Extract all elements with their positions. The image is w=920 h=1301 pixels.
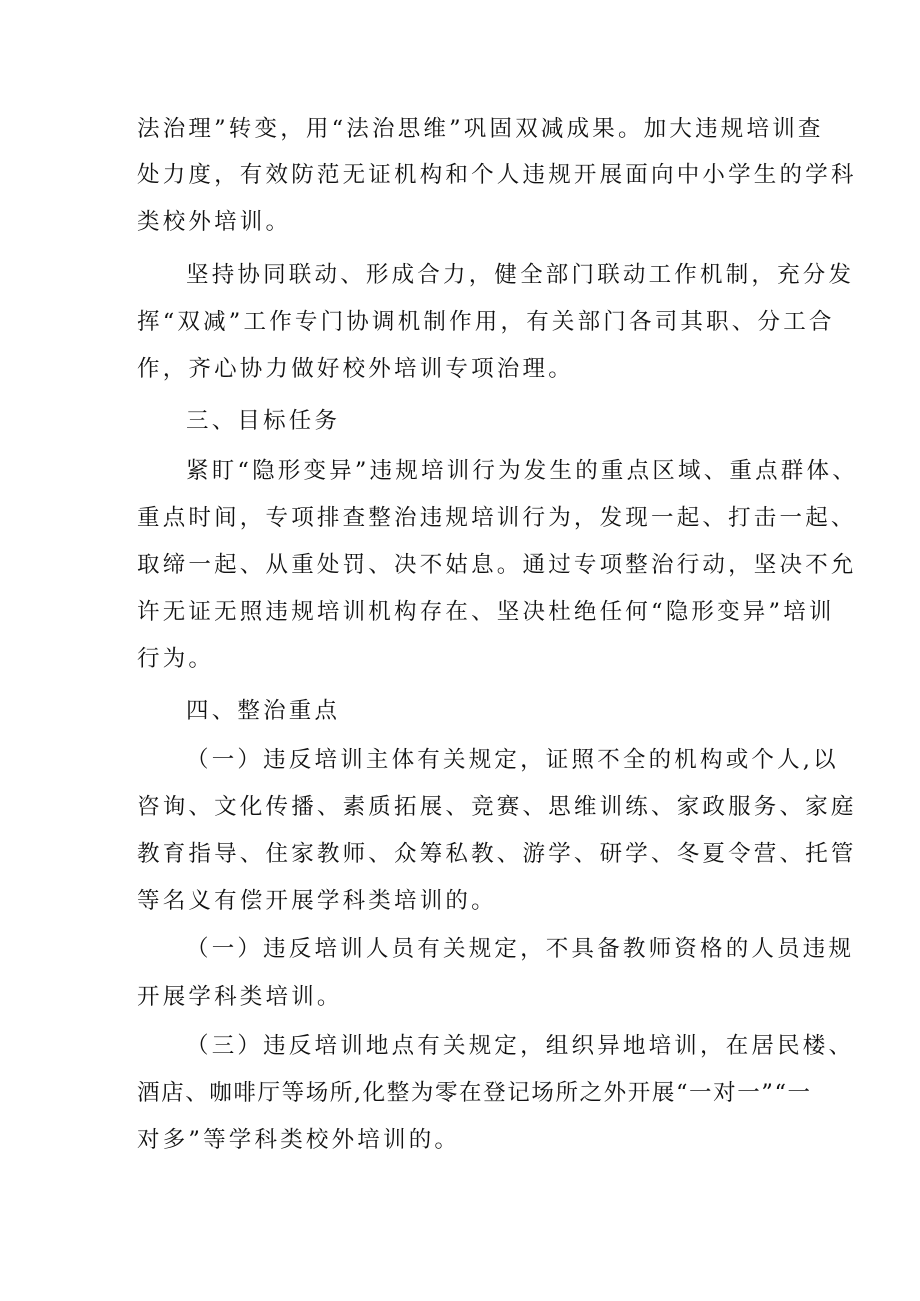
paragraph-line: 取缔一起、从重处罚、决不姑息。通过专项整治行动，坚决不允 xyxy=(137,552,857,578)
section-heading: 三、目标任务 xyxy=(186,408,341,434)
paragraph-line: 作，齐心协力做好校外培训专项治理。 xyxy=(137,356,574,382)
paragraph-line: 开展学科类培训。 xyxy=(137,984,343,1010)
paragraph-line: 许无证无照违规培训机构存在、坚决杜绝任何“隐形变异”培训 xyxy=(137,599,835,625)
paragraph-line: 紧盯“隐形变异”违规培训行为发生的重点区域、重点群体、 xyxy=(186,458,858,484)
paragraph-line: 挥“双减”工作专门协调机制作用，有关部门各司其职、分工合 xyxy=(137,309,835,335)
paragraph-line: 坚持协同联动、形成合力，健全部门联动工作机制，充分发 xyxy=(186,262,855,288)
section-heading: 四、整治重点 xyxy=(186,698,341,724)
paragraph-line: 法治理”转变，用“法治思维”巩固双减成果。加大违规培训查 xyxy=(137,116,824,142)
paragraph-line: （一）违反培训人员有关规定，不具备教师资格的人员违规 xyxy=(186,936,855,962)
paragraph-line: 类校外培训。 xyxy=(137,209,292,235)
paragraph-line: （三）违反培训地点有关规定，组织异地培训，在居民楼、 xyxy=(186,1033,855,1059)
paragraph-line: （一）违反培训主体有关规定，证照不全的机构或个人,以 xyxy=(186,747,839,773)
paragraph-line: 重点时间，专项排查整治违规培训行为，发现一起、打击一起、 xyxy=(137,505,857,531)
paragraph-line: 对多”等学科类校外培训的。 xyxy=(137,1127,461,1153)
paragraph-line: 咨询、文化传播、素质拓展、竞赛、思维训练、家政服务、家庭 xyxy=(137,794,857,820)
paragraph-line: 行为。 xyxy=(137,646,215,672)
paragraph-line: 等名义有偿开展学科类培训的。 xyxy=(137,888,497,914)
paragraph-line: 教育指导、住家教师、众筹私教、游学、研学、冬夏令营、托管 xyxy=(137,841,857,867)
paragraph-line: 酒店、咖啡厅等场所,化整为零在登记场所之外开展“一对一”“一 xyxy=(137,1080,812,1106)
paragraph-line: 处力度，有效防范无证机构和个人违规开展面向中小学生的学科 xyxy=(137,162,857,188)
